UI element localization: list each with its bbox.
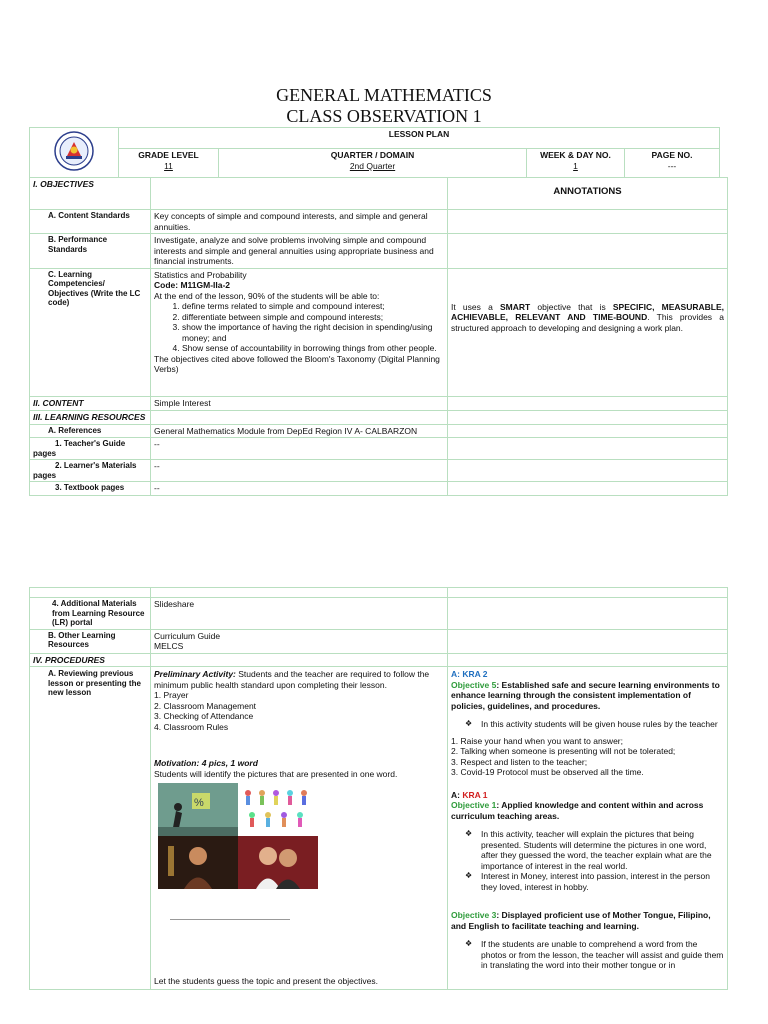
motivation-title: Motivation: 4 pics, 1 word — [154, 758, 258, 768]
top-row-blank — [448, 588, 728, 598]
prelim-title: Preliminary Activity: — [154, 669, 236, 679]
quarter-label: QUARTER / DOMAIN — [330, 150, 415, 160]
objective5-bullet: ❖ In this activity students will be given house rules by the teacher — [481, 719, 724, 730]
resources-blank — [151, 410, 448, 424]
lesson-plan-table-2 — [29, 587, 728, 990]
objectives-heading: I. OBJECTIVES — [30, 178, 151, 210]
document-title: GENERAL MATHEMATICS — [276, 85, 492, 105]
passion-picture — [158, 836, 238, 889]
procedures-blank — [151, 653, 448, 667]
page-cell — [625, 149, 720, 178]
top-row-blank — [151, 588, 448, 598]
week-label: WEEK & DAY NO. — [540, 150, 611, 160]
lesson-plan-table-1 — [29, 177, 728, 496]
competency-item: 2. differentiate between simple and compound interests; — [182, 312, 444, 323]
resources-heading: III. LEARNING RESOURCES — [30, 410, 151, 424]
additional-materials-value: Slideshare — [151, 598, 448, 630]
quarter-cell — [219, 149, 527, 178]
references-annotation — [448, 424, 728, 438]
annotation-mid: objective that is — [530, 301, 613, 312]
performance-standards-text: Investigate, analyze and solve problems involving simple and compound interests and simple and general annuities using appropriate business and financial instruments. — [151, 234, 448, 269]
loved-one-picture — [238, 836, 318, 889]
top-row-blank — [30, 588, 151, 598]
objective5-bullets — [451, 719, 724, 730]
prelim-item: 3. Checking of Attendance — [154, 711, 254, 721]
textbook-label: 3. Textbook pages — [30, 482, 151, 496]
image-divider — [170, 919, 290, 920]
review-lesson-cell — [151, 667, 448, 990]
prelim-text: Students and the teacher are required to follow the minimum public health standard upon completing their lesson. — [154, 669, 430, 690]
objective3-label: Objective 3 — [451, 910, 497, 920]
annotations-heading: ANNOTATIONS — [448, 178, 728, 210]
page-label: PAGE NO. — [651, 150, 693, 160]
review-lesson-label: A. Reviewing previous lesson or presenting the new lesson — [30, 667, 151, 990]
week-cell — [527, 149, 625, 178]
house-rule: 1. Raise your hand when you want to answer; — [451, 735, 623, 746]
grade-level-value: 11 — [164, 160, 173, 171]
kra1-prefix: A: — [451, 789, 460, 800]
content-standards-annotation — [448, 210, 728, 234]
annotation-pre: It uses a — [451, 301, 500, 312]
lesson-plan-label: LESSON PLAN — [119, 128, 720, 149]
page-value: --- — [667, 160, 677, 171]
deped-seal-icon — [54, 131, 94, 171]
objective1-bullet: ❖ In this activity, teacher will explain the pictures that being presented. Students will determine the pictures in one word, after they guessed the word, the teacher explain what are the importance of interest in the real world. — [481, 829, 724, 871]
lesson-plan-header — [29, 127, 720, 178]
resources-annotation — [448, 410, 728, 424]
seal-cell — [30, 128, 119, 178]
objective3-bullets — [451, 939, 724, 971]
money-picture — [158, 783, 238, 836]
competencies-cell — [151, 268, 448, 396]
competencies-code: Code: M11GM-IIa-2 — [154, 280, 231, 290]
competencies-subject: Statistics and Probability — [154, 269, 247, 280]
additional-materials-label: 4. Additional Materials from Learning Resource (LR) portal — [30, 598, 151, 630]
competencies-label: C. Learning Competencies/ Objectives (Write the LC code) — [30, 268, 151, 396]
kra2-prefix: A: — [451, 669, 460, 679]
objectives-blank — [151, 178, 448, 210]
content-heading: II. CONTENT — [30, 396, 151, 410]
learners-materials-label: 2. Learner's Materials pages — [30, 460, 151, 482]
annotation-bold: SPECIFIC, MEASURABLE, ACHIEVABLE, RELEVANT AND TIME-BOUND — [451, 301, 724, 323]
annotation-post: . This provides a structured approach to developing and designing a work plan. — [451, 312, 724, 333]
smart-annotation — [448, 268, 728, 396]
objective1-label: Objective 1 — [451, 800, 497, 810]
grade-level-cell — [119, 149, 219, 178]
content-standards-text: Key concepts of simple and compound interests, and simple and general annuities. — [151, 210, 448, 234]
other-resources-cell — [151, 629, 448, 653]
other-resources-label: B. Other Learning Resources — [30, 629, 151, 653]
content-annotation — [448, 396, 728, 410]
objective5-text: : Established safe and secure learning environments to enhance learning through the consistent implementation of policies, guidelines, and procedures. — [451, 679, 720, 711]
other-resources-value-1: Curriculum Guide — [154, 630, 221, 641]
objective1-bullet: ❖ Interest in Money, interest into passion, interest in the person they loved, interest in hobby. — [481, 871, 724, 892]
textbook-annotation — [448, 482, 728, 496]
objective3-text: : Displayed proficient use of Mother Tongue, Filipino, and English to facilitate teaching and learning. — [451, 910, 711, 931]
prelim-item: 4. Classroom Rules — [154, 721, 229, 732]
grade-level-label: GRADE LEVEL — [138, 150, 199, 160]
kra2-label: KRA 2 — [459, 669, 488, 679]
house-rule: 3. Respect and listen to the teacher; — [451, 756, 588, 767]
performance-standards-annotation — [448, 234, 728, 269]
svg-text:%: % — [194, 797, 204, 809]
procedures-annotation — [448, 653, 728, 667]
teachers-guide-value: -- — [151, 438, 448, 460]
competencies-list — [154, 301, 444, 354]
document-subtitle: CLASS OBSERVATION 1 — [286, 106, 482, 126]
annotation-smart: SMART — [500, 301, 531, 312]
references-value: General Mathematics Module from DepEd Region IV A- CALBARZON — [151, 424, 448, 438]
content-value: Simple Interest — [151, 396, 448, 410]
competency-item: 3. show the importance of having the right decision in spending/using money; and — [182, 322, 444, 343]
learners-materials-value: -- — [151, 460, 448, 482]
closing-text: Let the students guess the topic and present the objectives. — [154, 975, 378, 986]
prelim-item: 1. Prayer — [154, 690, 189, 700]
four-pics-image — [158, 783, 318, 899]
prelim-item: 2. Classroom Management — [154, 700, 257, 711]
other-resources-value-2: MELCS — [154, 641, 184, 651]
quarter-value: 2nd Quarter — [349, 160, 396, 171]
motivation-text: Students will identify the pictures that are presented in one word. — [154, 768, 398, 779]
hobbies-picture — [238, 783, 318, 836]
house-rule: 2. Talking when someone is presenting will not be tolerated; — [451, 746, 676, 756]
objective3-bullet: ❖ If the students are unable to comprehend a word from the photos or from the lesson, the teacher will assist and guide them in translating the word into their mother tongue or in — [481, 939, 724, 971]
references-label: A. References — [30, 424, 151, 438]
week-value: 1 — [573, 160, 578, 171]
procedures-heading: IV. PROCEDURES — [30, 653, 151, 667]
learners-materials-annotation — [448, 460, 728, 482]
procedure-annotation-cell — [448, 667, 728, 990]
kra1-label: KRA 1 — [459, 789, 488, 800]
additional-materials-annotation — [448, 598, 728, 630]
other-resources-annotation — [448, 629, 728, 653]
objective1-text: : Applied knowledge and content within and across curriculum teaching areas. — [451, 800, 704, 821]
house-rule: 3. Covid-19 Protocol must be observed all the time. — [451, 767, 644, 777]
objective5-label: Objective 5 — [451, 679, 497, 690]
textbook-value: -- — [151, 482, 448, 496]
competency-item: 1. define terms related to simple and compound interest; — [182, 301, 444, 312]
content-standards-label: A. Content Standards — [30, 210, 151, 234]
competency-item: 4. Show sense of accountability in borrowing things from other people. — [182, 343, 444, 354]
competencies-footer: The objectives cited above followed the Bloom's Taxonomy (Digital Planning Verbs) — [154, 353, 440, 374]
competencies-intro: At the end of the lesson, 90% of the students will be able to: — [154, 290, 380, 301]
performance-standards-label: B. Performance Standards — [30, 234, 151, 269]
teachers-guide-label: 1. Teacher's Guide pages — [30, 438, 151, 460]
objective1-bullets — [451, 829, 724, 892]
teachers-guide-annotation — [448, 438, 728, 460]
